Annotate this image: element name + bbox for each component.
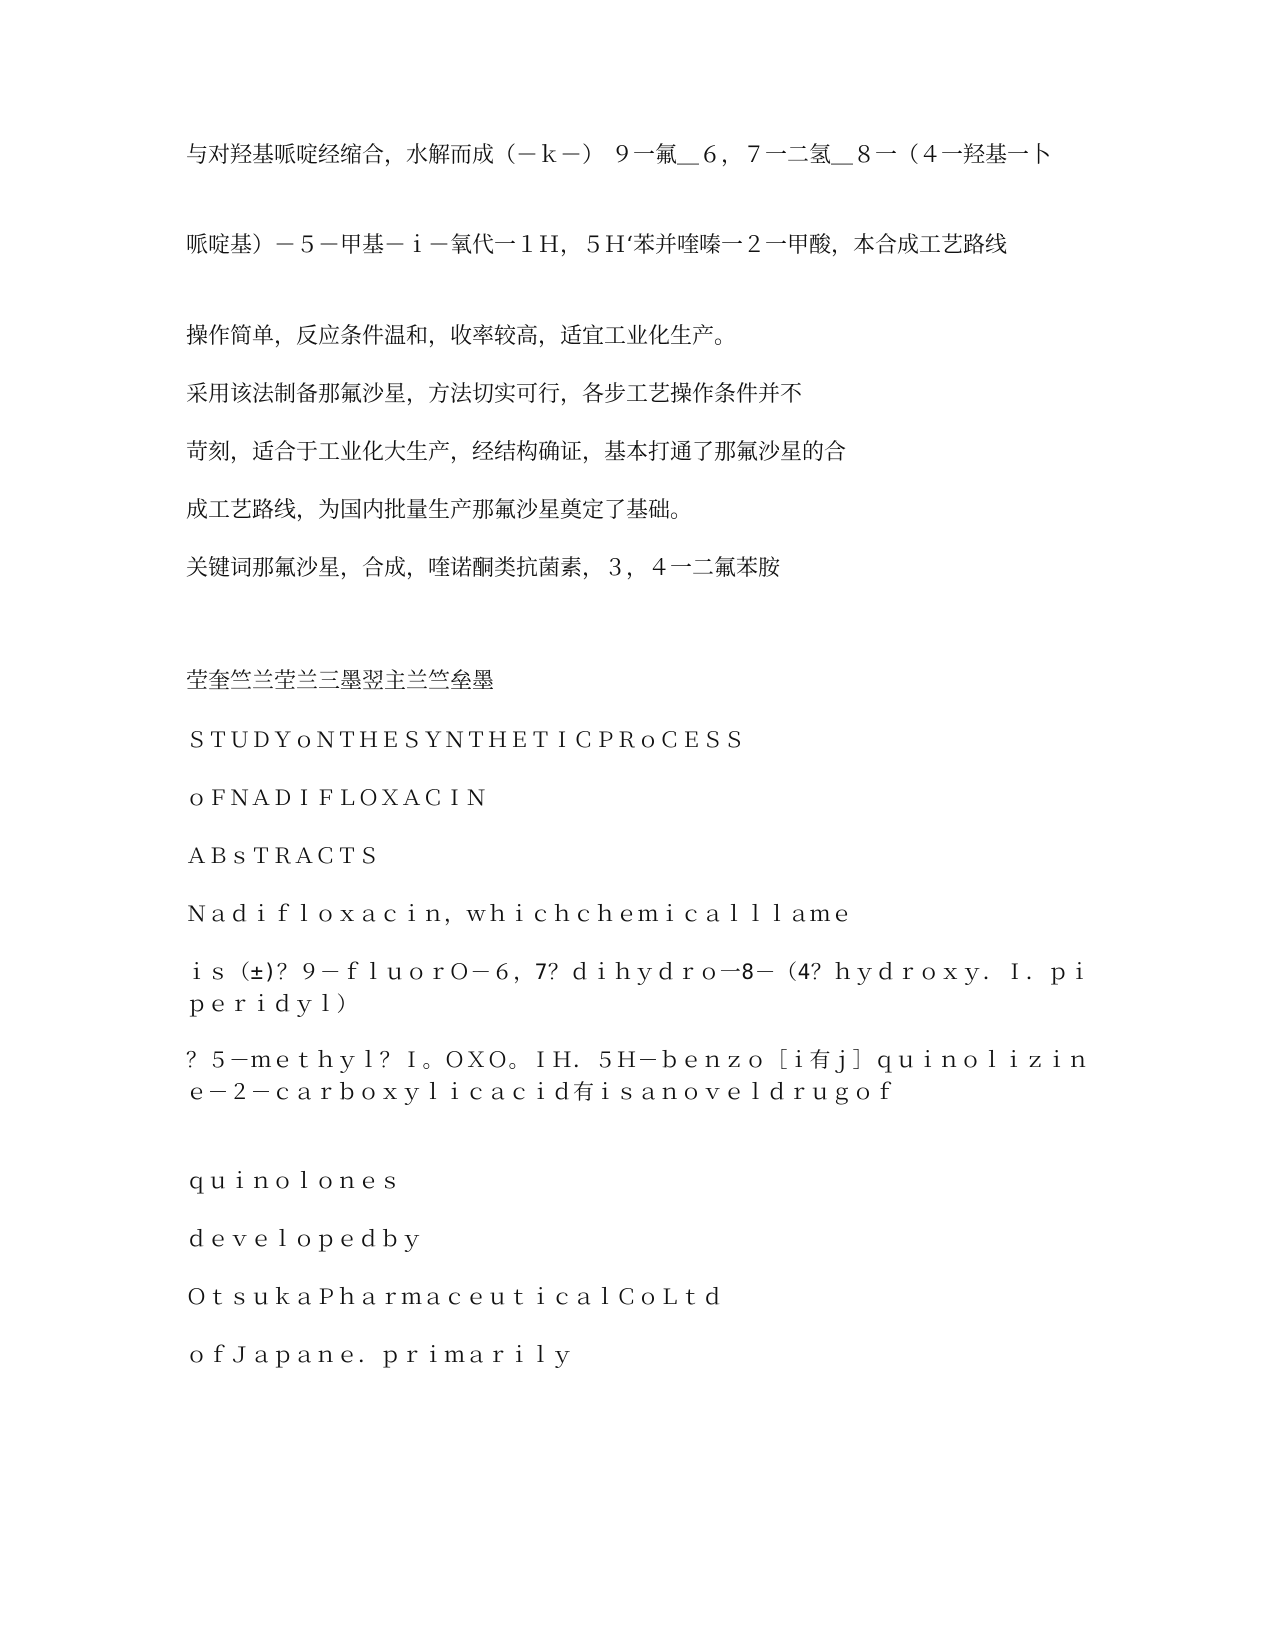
paragraph-method-feasibility: 采用该法制备那氟沙星，方法切实可行，各步工艺操作条件并不 bbox=[186, 382, 803, 407]
abstract-line-3: ？５－ｍｅｔｈｙｌ？Ｉ。ＯＸＯ。ＩＨ．５Ｈ－ｂｅｎｚｏ［ｉ有ｊ］ｑｕｉｎｏｌｉｚｉｎｅ－２－ｃａｒｂｏｘｙｌｉｃａｃｉｄ有ｉｓａｎｏｖｅｌｄｒｕｇｏｆ bbox=[186, 1048, 1089, 1104]
paragraph-foundation: 成工艺路线，为国内批量生产那氟沙星奠定了基础。 bbox=[186, 498, 693, 523]
paragraph-industrial-suitability: 苛刻，适合于工业化大生产，经结构确证，基本打通了那氟沙星的合 bbox=[186, 440, 847, 465]
abstract-line-2: ｉｓ（±)？９－ｆｌｕｏｒＯ－６，7？ｄｉｈｙｄｒｏ一8－（4？ｈｙｄｒｏｘｙ．Ｉ．ｐｉｐｅｒｉｄｙｌ） bbox=[186, 960, 1091, 1016]
garbled-heading: 茔奎竺兰茔兰三墨翌主兰竺垒墨 bbox=[186, 669, 495, 694]
abstract-line-7: ｏｆＪａｐａｎｅ．ｐｒｉｍａｒｉｌｙ bbox=[186, 1343, 573, 1367]
paragraph-keywords: 关键词那氟沙星，合成，喹诺酮类抗菌素，３，４一二氟苯胺 bbox=[186, 556, 781, 581]
abstract-line-6: ＯｔｓｕｋａＰｈａｒｍａｃｅｕｔｉｃａｌＣｏＬｔｄ bbox=[186, 1285, 724, 1309]
abstract-line-1: Ｎａｄｉｆｌｏｘａｃｉｎ，ｗｈｉｃｈｃｈｅｍｉｃａｌｌｌａｍｅ bbox=[186, 902, 853, 926]
paragraph-synthesis-product: 哌啶基）－５－甲基－ｉ－氧代一１Ｈ，５Ｈ‘苯并喹嗪一２一甲酸，本合成工艺路线 bbox=[186, 233, 1007, 258]
abstract-heading: ＡＢｓＴＲＡＣＴＳ bbox=[186, 844, 380, 868]
abstract-line-5: ｄｅｖｅｌｏｐｅｄｂｙ bbox=[186, 1227, 423, 1251]
abstract-line-4: ｑｕｉｎｏｌｏｎｅｓ bbox=[186, 1169, 401, 1193]
english-title-line-1: ＳＴＵＤＹｏＮＴＨＥＳＹＮＴＨＥＴＩＣＰＲｏＣＥＳＳ bbox=[186, 728, 745, 752]
paragraph-process-advantages: 操作简单，反应条件温和，收率较高，适宜工业化生产。 bbox=[186, 324, 737, 349]
paragraph-synthesis-condensation: 与对羟基哌啶经缩合，水解而成（－ｋ－） ９一氟＿６，７一二氢＿８一（４一羟基一卜 bbox=[186, 143, 1051, 168]
english-title-line-2: ｏＦＮＡＤＩＦＬＯＸＡＣＩＮ bbox=[186, 786, 487, 810]
